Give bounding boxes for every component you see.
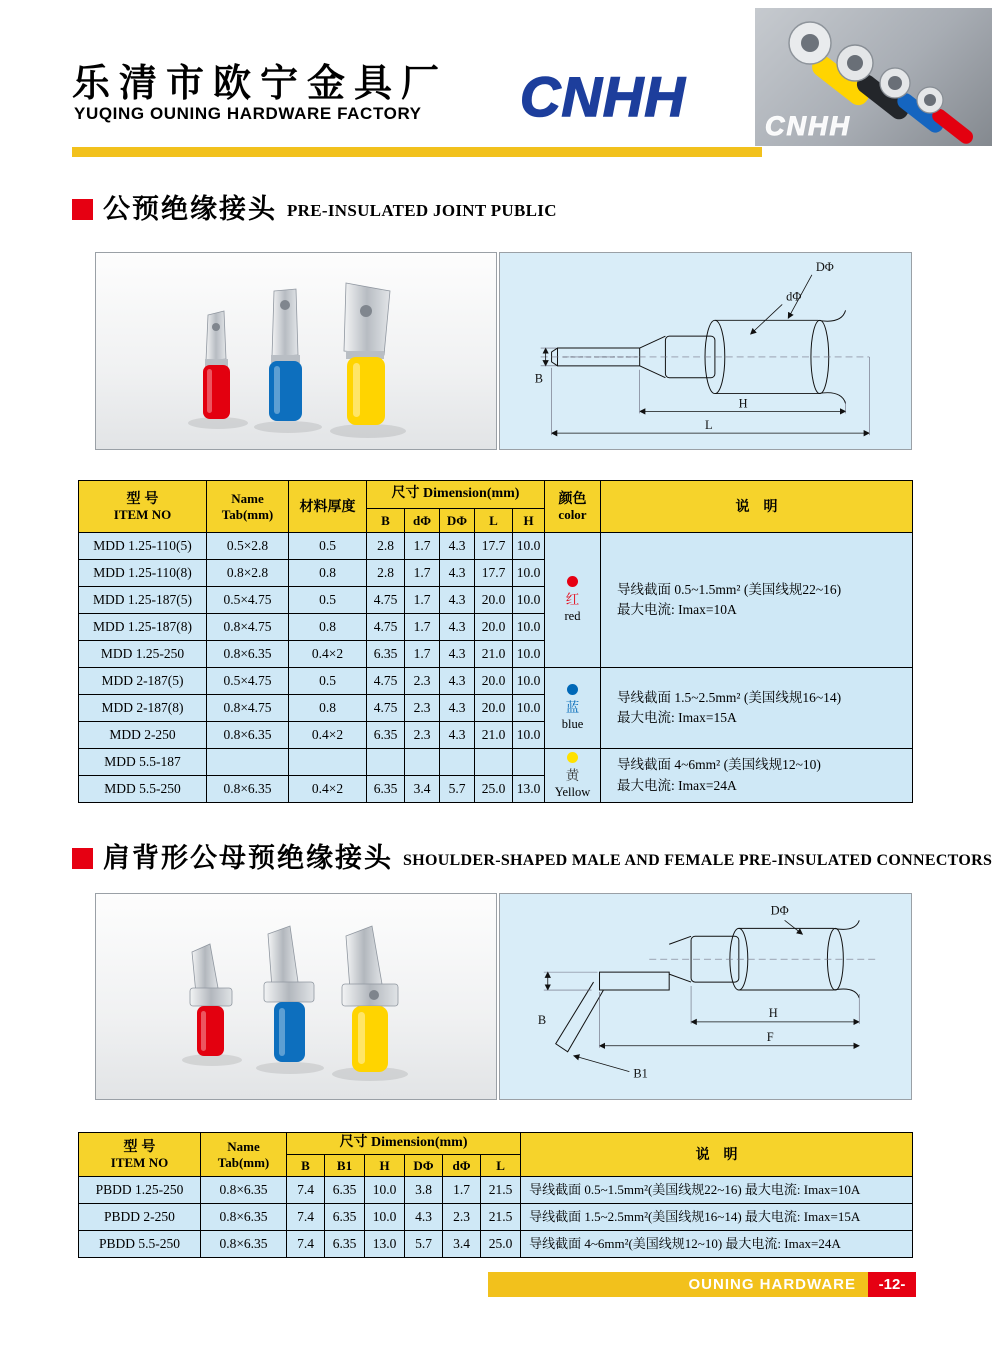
- cell-Dphi: 4.3: [440, 641, 475, 668]
- cell-item: PBDD 2-250: [79, 1204, 201, 1231]
- cell-H: 10.0: [365, 1204, 405, 1231]
- cell-L: 21.0: [475, 722, 513, 749]
- color-group-yellow: [545, 749, 601, 803]
- cell-B: 6.35: [367, 722, 405, 749]
- cell-H: 10.0: [513, 722, 545, 749]
- cell-H: 13.0: [513, 776, 545, 803]
- col-header-thickness: 材料厚度: [289, 481, 367, 533]
- col-header-color-en: color: [558, 507, 587, 523]
- cell-dphi: 2.3: [405, 722, 440, 749]
- cell-B: 4.75: [367, 695, 405, 722]
- col-header-item-no: [79, 481, 207, 533]
- col-header-dphi: dΦ: [443, 1155, 481, 1177]
- col-header-dimension: 尺寸 Dimension(mm): [367, 481, 545, 509]
- cell-thk: 0.5: [289, 533, 367, 560]
- cell-B1: 6.35: [325, 1231, 365, 1258]
- cell-Dphi: [440, 749, 475, 776]
- col-header-name-tab: [207, 481, 289, 533]
- cell-B: 7.4: [287, 1231, 325, 1258]
- dim-label-Dphi: DΦ: [815, 259, 834, 274]
- cell-Dphi: 5.7: [405, 1231, 443, 1258]
- note-line: 导线截面 1.5~2.5mm² (美国线规16~14): [617, 689, 842, 705]
- cell-L: 20.0: [475, 587, 513, 614]
- cell-B: 4.75: [367, 668, 405, 695]
- col-header-name-tab: [201, 1133, 287, 1177]
- cell-B: 2.8: [367, 533, 405, 560]
- piggyback-terminal-diagram: [500, 894, 911, 1099]
- cell-tab: 0.8×4.75: [207, 695, 289, 722]
- cell-thk: 0.8: [289, 614, 367, 641]
- cell-L: 20.0: [475, 695, 513, 722]
- cell-thk: 0.8: [289, 695, 367, 722]
- cell-L: 20.0: [475, 614, 513, 641]
- header-divider: [72, 147, 762, 157]
- cell-tab: 0.8×6.35: [201, 1231, 287, 1258]
- dim-label-Dphi: DΦ: [770, 903, 789, 918]
- dim-label-B: B: [534, 371, 543, 386]
- table-row: [79, 533, 913, 560]
- color-group-red: [545, 533, 601, 668]
- section2-title-cn: 肩背形公母预绝缘接头: [103, 843, 393, 873]
- cell-L: 21.5: [481, 1177, 521, 1204]
- cell-dphi: [405, 749, 440, 776]
- color-name-en: blue: [561, 717, 584, 732]
- section1-title-cn: 公预绝缘接头: [103, 194, 277, 224]
- spec-table-piggyback: [78, 1132, 913, 1258]
- cell-tab: 0.5×4.75: [207, 668, 289, 695]
- terminal-red: [203, 311, 230, 419]
- color-name-cn: 蓝: [565, 700, 580, 716]
- cell-B: 6.35: [367, 641, 405, 668]
- cell-B: 4.75: [367, 587, 405, 614]
- cell-thk: 0.4×2: [289, 776, 367, 803]
- cell-dphi: 1.7: [405, 614, 440, 641]
- section1-figures: [95, 252, 912, 450]
- note-line: 最大电流: Imax=10A: [617, 602, 737, 617]
- cell-tab: 0.8×6.35: [207, 641, 289, 668]
- dim-label-H: H: [768, 1005, 778, 1020]
- spec-table-male-joints: [78, 480, 913, 803]
- cell-H: 10.0: [365, 1177, 405, 1204]
- note-line: 导线截面 0.5~1.5mm² (美国线规22~16): [617, 581, 842, 597]
- cell-dphi: 3.4: [443, 1231, 481, 1258]
- cell-dphi: 1.7: [405, 587, 440, 614]
- cell-item: MDD 2-187(8): [79, 695, 207, 722]
- male-terminals-illustration: [96, 253, 496, 449]
- terminal-blue: [269, 289, 302, 421]
- footer-brand: OUNING HARDWARE: [488, 1272, 868, 1297]
- col-header-item-en: ITEM NO: [113, 507, 172, 523]
- col-header-item-en: ITEM NO: [110, 1155, 169, 1171]
- cell-L: 25.0: [481, 1231, 521, 1258]
- col-header-tab-line1: Name: [231, 490, 264, 506]
- color-name-en: red: [564, 609, 581, 624]
- table-row: [79, 749, 913, 776]
- col-header-H: H: [365, 1155, 405, 1177]
- cell-tab: 0.5×4.75: [207, 587, 289, 614]
- cell-L: 17.7: [475, 560, 513, 587]
- cell-dphi: 1.7: [405, 641, 440, 668]
- cell-item: PBDD 5.5-250: [79, 1231, 201, 1258]
- cell-B: 4.75: [367, 614, 405, 641]
- cell-Dphi: 4.3: [440, 695, 475, 722]
- cell-Dphi: 4.3: [440, 533, 475, 560]
- cell-tab: 0.8×6.35: [201, 1204, 287, 1231]
- note-line: 导线截面 4~6mm² (美国线规12~10): [617, 757, 821, 773]
- col-header-item-cn: 型 号: [126, 490, 159, 507]
- cell-item: MDD 5.5-187: [79, 749, 207, 776]
- cell-item: MDD 2-187(5): [79, 668, 207, 695]
- ring-terminals-photo: [755, 8, 992, 146]
- male-terminal-diagram-panel: [499, 252, 912, 450]
- cell-L: 25.0: [475, 776, 513, 803]
- note-line: 最大电流: Imax=24A: [617, 777, 737, 793]
- cell-thk: 0.5: [289, 587, 367, 614]
- cell-item: MDD 5.5-250: [79, 776, 207, 803]
- dim-label-B1: B1: [633, 1066, 648, 1081]
- color-dot-blue: [567, 684, 578, 695]
- cell-Dphi: 4.3: [440, 722, 475, 749]
- piggyback-terminals-illustration: [96, 894, 496, 1099]
- dim-label-L: L: [705, 418, 713, 433]
- section1-title: [72, 196, 557, 223]
- cell-B: [367, 749, 405, 776]
- piggyback-terminals-photo-panel: [95, 893, 497, 1100]
- color-name-en: Yellow: [554, 784, 591, 799]
- table-row: [79, 1231, 913, 1258]
- brand-logo: CNHH: [520, 65, 686, 128]
- cell-Dphi: 4.3: [440, 668, 475, 695]
- cell-L: [475, 749, 513, 776]
- cell-H: 10.0: [513, 533, 545, 560]
- page-footer: [488, 1272, 916, 1297]
- company-name-en: YUQING OUNING HARDWARE FACTORY: [74, 104, 422, 123]
- company-name-cn: 乐清市欧宁金具厂: [72, 63, 449, 105]
- cell-dphi: 2.3: [405, 695, 440, 722]
- cell-B: 7.4: [287, 1177, 325, 1204]
- cell-thk: 0.4×2: [289, 641, 367, 668]
- col-header-color: [545, 481, 601, 533]
- section2-title: [72, 845, 992, 872]
- page-number: -12-: [868, 1272, 916, 1297]
- cell-dphi: 1.7: [405, 533, 440, 560]
- cell-Dphi: 4.3: [440, 560, 475, 587]
- cell-tab: 0.8×6.35: [201, 1177, 287, 1204]
- cell-item: MDD 2-250: [79, 722, 207, 749]
- col-header-item-cn: 型 号: [123, 1138, 156, 1155]
- cell-tab: 0.8×4.75: [207, 614, 289, 641]
- col-header-tab-line1: Name: [227, 1138, 260, 1154]
- cell-H: 10.0: [513, 587, 545, 614]
- piggyback-red: [190, 944, 232, 1056]
- col-header-item-no: [79, 1133, 201, 1177]
- cell-B: 2.8: [367, 560, 405, 587]
- col-header-B1: B1: [325, 1155, 365, 1177]
- cell-tab: 0.8×2.8: [207, 560, 289, 587]
- note-cell: 导线截面 4~6mm²(美国线规12~10) 最大电流: Imax=24A: [521, 1231, 913, 1258]
- note-cell: 导线截面 0.5~1.5mm²(美国线规22~16) 最大电流: Imax=10A: [521, 1177, 913, 1204]
- col-header-note: 说 明: [521, 1133, 913, 1177]
- cell-L: 17.7: [475, 533, 513, 560]
- cell-tab: [207, 749, 289, 776]
- cell-tab: 0.8×6.35: [207, 722, 289, 749]
- photo-watermark: CNHH: [765, 111, 851, 141]
- col-header-B: B: [287, 1155, 325, 1177]
- table-row: [79, 1177, 913, 1204]
- note-cell: 导线截面 1.5~2.5mm²(美国线规16~14) 最大电流: Imax=15A: [521, 1204, 913, 1231]
- col-header-B: B: [367, 509, 405, 533]
- color-group-blue: [545, 668, 601, 749]
- cell-dphi: 2.3: [405, 668, 440, 695]
- cell-thk: 0.5: [289, 668, 367, 695]
- section2-title-en: SHOULDER-SHAPED MALE AND FEMALE PRE-INSULATED CONNECTORS: [403, 852, 992, 869]
- note-line: 最大电流: Imax=15A: [617, 710, 737, 725]
- cell-dphi: 1.7: [443, 1177, 481, 1204]
- cell-H: 10.0: [513, 560, 545, 587]
- cell-dphi: 3.4: [405, 776, 440, 803]
- cell-thk: 0.4×2: [289, 722, 367, 749]
- male-terminal-diagram: [500, 253, 911, 449]
- col-header-Dphi: DΦ: [440, 509, 475, 533]
- cell-tab: 0.5×2.8: [207, 533, 289, 560]
- cell-Dphi: 4.3: [405, 1204, 443, 1231]
- section2-figures: [95, 893, 912, 1100]
- col-header-L: L: [475, 509, 513, 533]
- red-square-bullet: [72, 848, 93, 869]
- cell-L: 21.5: [481, 1204, 521, 1231]
- dim-label-B: B: [537, 1012, 547, 1027]
- color-name-cn: 黄: [565, 767, 580, 783]
- dim-label-H: H: [738, 396, 748, 411]
- note-cell-blue: [601, 668, 913, 749]
- table-row: [79, 668, 913, 695]
- cell-H: 10.0: [513, 668, 545, 695]
- note-cell-yellow: [601, 749, 913, 803]
- piggyback-yellow: [342, 926, 398, 1072]
- cell-H: 10.0: [513, 641, 545, 668]
- cell-B: 6.35: [367, 776, 405, 803]
- cell-dphi: 1.7: [405, 560, 440, 587]
- color-name-cn: 红: [565, 592, 580, 608]
- cell-Dphi: 3.8: [405, 1177, 443, 1204]
- col-header-dphi: dΦ: [405, 509, 440, 533]
- cell-item: MDD 1.25-187(5): [79, 587, 207, 614]
- cell-L: 21.0: [475, 641, 513, 668]
- terminal-yellow: [344, 283, 390, 425]
- col-header-tab-line2: Tab(mm): [217, 1154, 270, 1170]
- col-header-Dphi: DΦ: [405, 1155, 443, 1177]
- cell-B1: 6.35: [325, 1177, 365, 1204]
- cell-item: MDD 1.25-110(5): [79, 533, 207, 560]
- note-cell-red: [601, 533, 913, 668]
- cell-H: [513, 749, 545, 776]
- col-header-tab-line2: Tab(mm): [221, 506, 274, 522]
- cell-item: MDD 1.25-110(8): [79, 560, 207, 587]
- cell-Dphi: 4.3: [440, 614, 475, 641]
- col-header-color-cn: 颜色: [558, 490, 587, 507]
- section1-title-en: PRE-INSULATED JOINT PUBLIC: [287, 201, 557, 220]
- cell-H: 10.0: [513, 614, 545, 641]
- cell-Dphi: 5.7: [440, 776, 475, 803]
- cell-H: 13.0: [365, 1231, 405, 1258]
- col-header-dimension: 尺寸 Dimension(mm): [287, 1133, 521, 1155]
- table-row: [79, 1204, 913, 1231]
- cell-Dphi: 4.3: [440, 587, 475, 614]
- color-dot-red: [567, 576, 578, 587]
- cell-B1: 6.35: [325, 1204, 365, 1231]
- dim-label-F: F: [766, 1029, 774, 1044]
- cell-thk: [289, 749, 367, 776]
- color-dot-yellow: [567, 752, 578, 763]
- male-terminals-photo-panel: [95, 252, 497, 450]
- piggyback-diagram-panel: [499, 893, 912, 1100]
- col-header-H: H: [513, 509, 545, 533]
- cell-tab: 0.8×6.35: [207, 776, 289, 803]
- cell-dphi: 2.3: [443, 1204, 481, 1231]
- piggyback-blue: [264, 926, 314, 1062]
- col-header-note: 说 明: [601, 481, 913, 533]
- cell-item: MDD 1.25-187(8): [79, 614, 207, 641]
- cell-thk: 0.8: [289, 560, 367, 587]
- cell-item: MDD 1.25-250: [79, 641, 207, 668]
- col-header-L: L: [481, 1155, 521, 1177]
- red-square-bullet: [72, 199, 93, 220]
- dim-label-dphi: dΦ: [786, 289, 802, 304]
- cell-B: 7.4: [287, 1204, 325, 1231]
- cell-L: 20.0: [475, 668, 513, 695]
- cell-H: 10.0: [513, 695, 545, 722]
- cell-item: PBDD 1.25-250: [79, 1177, 201, 1204]
